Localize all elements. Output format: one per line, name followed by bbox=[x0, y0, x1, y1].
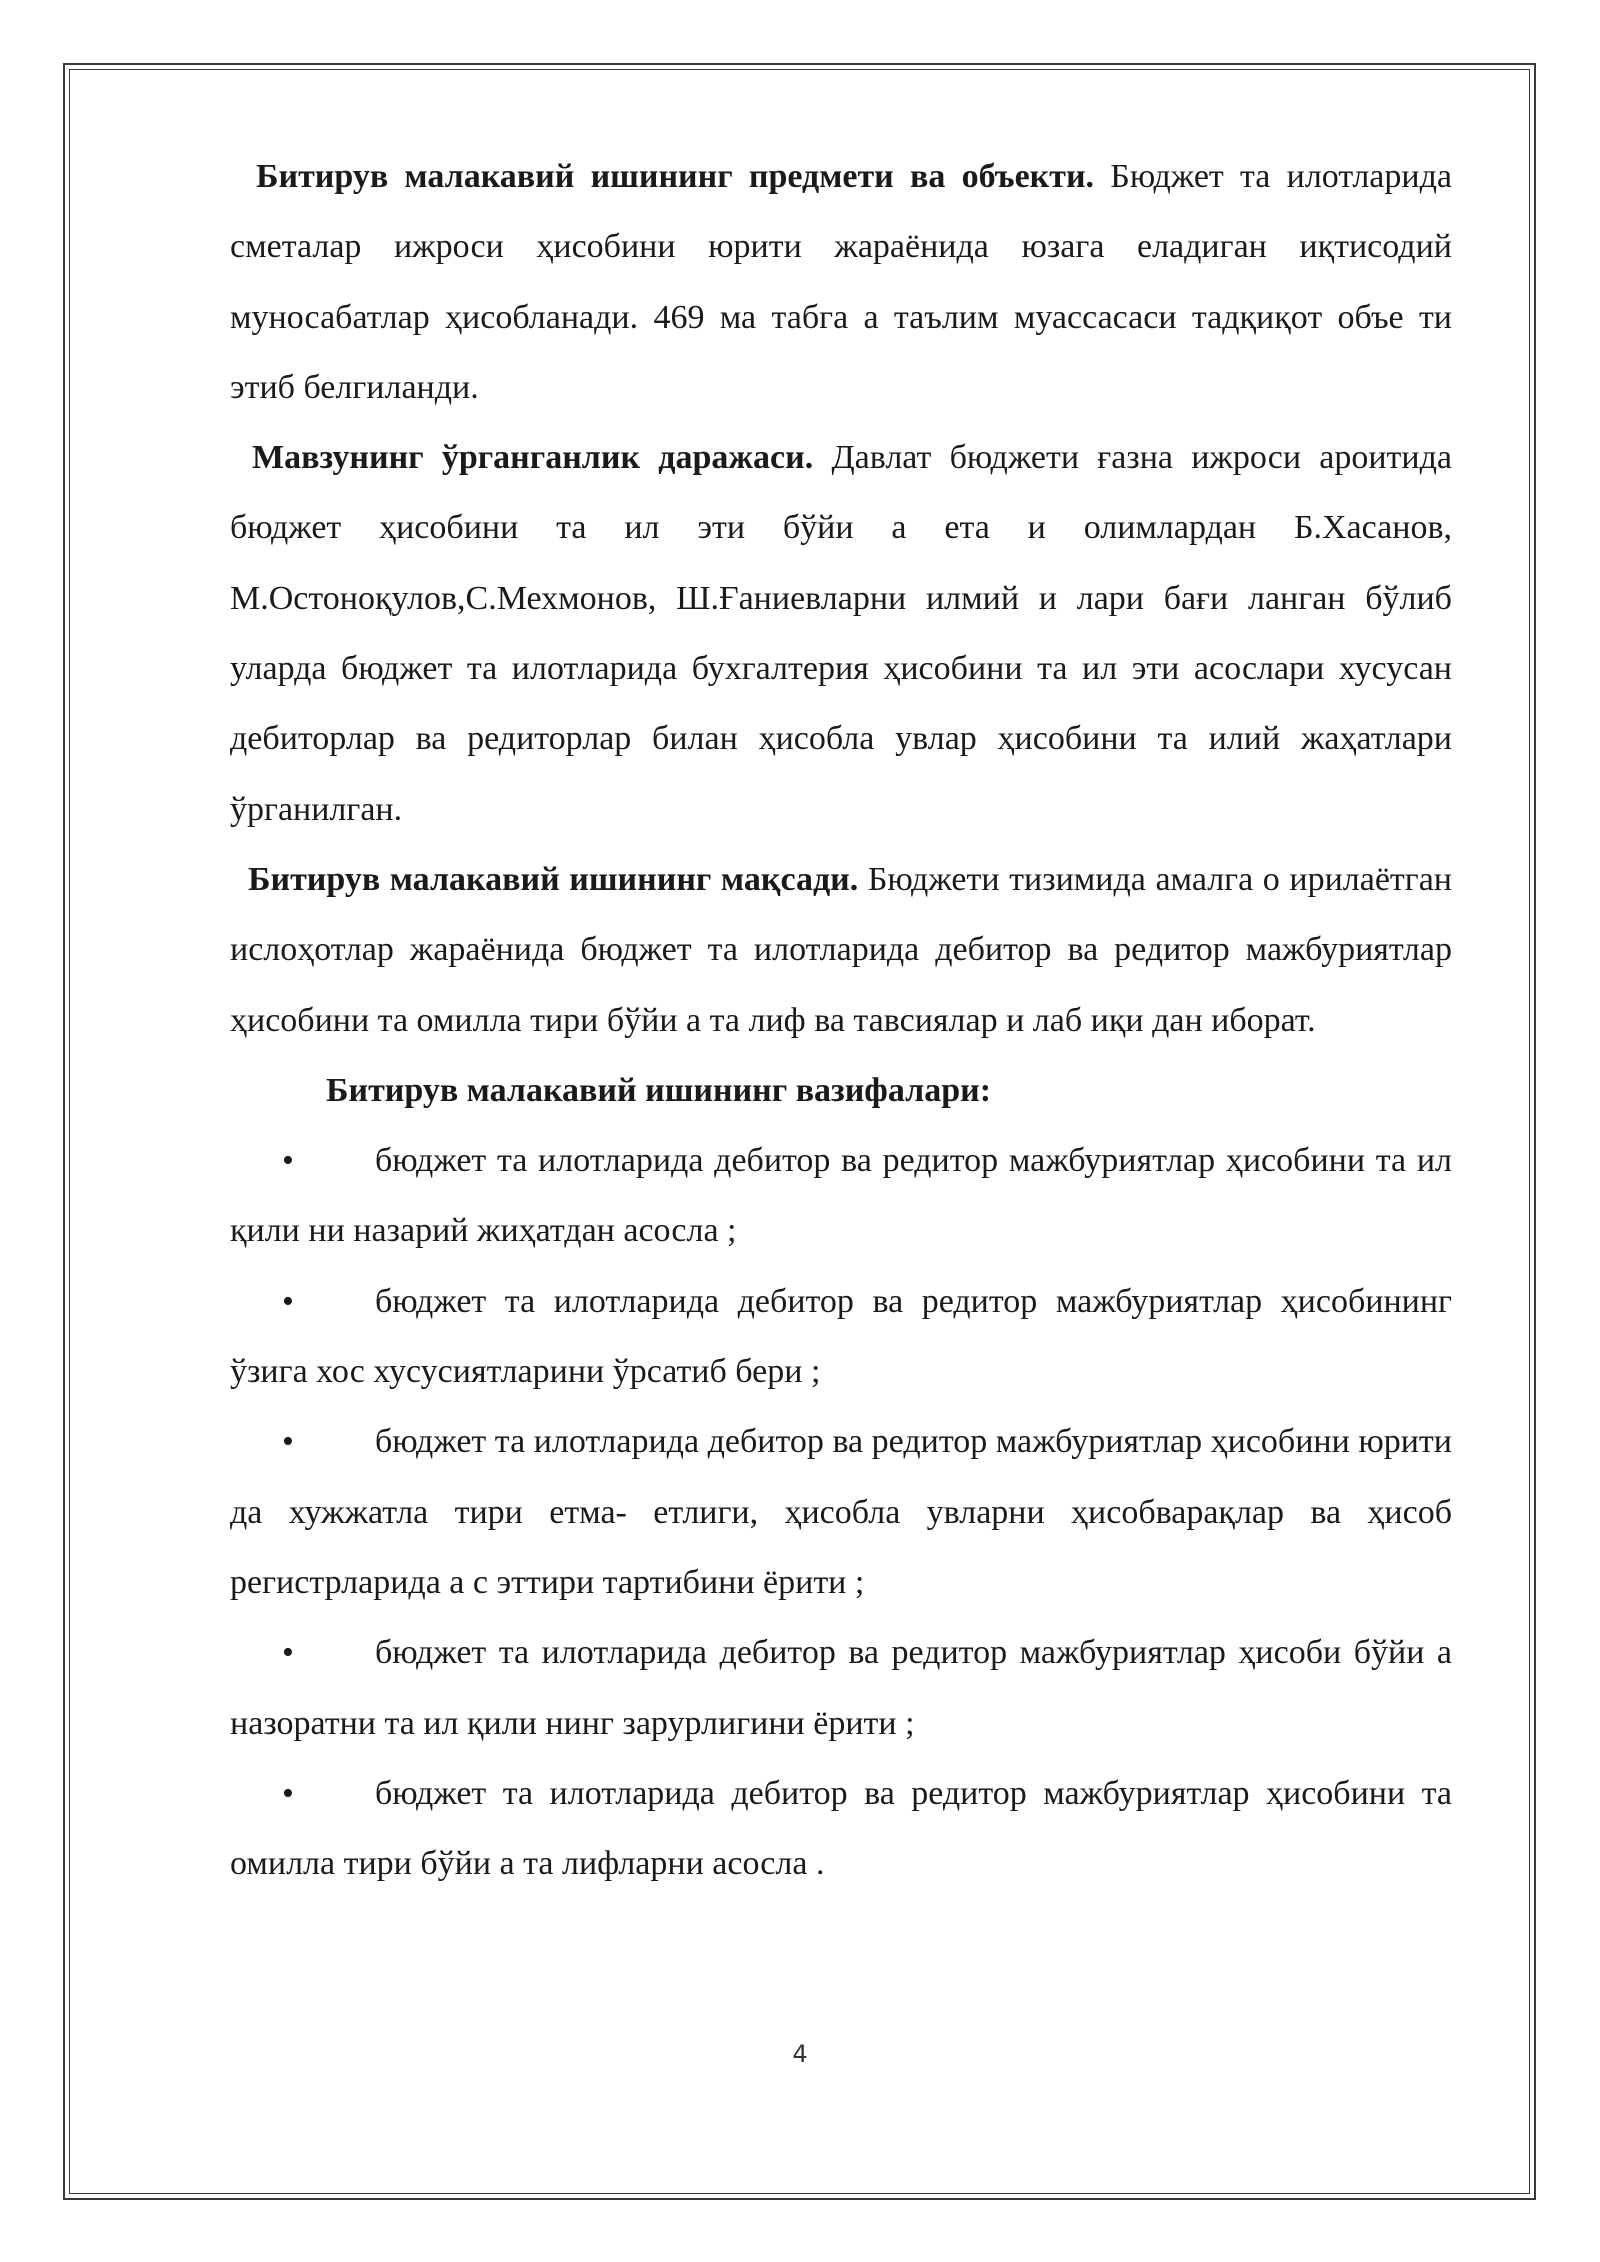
paragraph-study-level bbox=[230, 423, 1452, 845]
paragraph-subject-object bbox=[230, 142, 1452, 423]
list-item-text: бюджет та илотларида дебитор ва редитор мажбуриятлар ҳисобини юрити да хужжатла тири етма- етлиги, ҳисобла увларни ҳисобварақлар ва ҳисоб регистрларида а с эттири тартибини ёрити ; bbox=[230, 1423, 1452, 1601]
paragraph-purpose bbox=[230, 845, 1452, 1056]
list-item bbox=[230, 1126, 1452, 1267]
bullet-icon: • bbox=[282, 1282, 294, 1320]
list-item bbox=[230, 1618, 1452, 1759]
paragraph-heading: Битирув малакавий ишининг предмети ва объекти. bbox=[256, 158, 1095, 195]
paragraph-heading: Битирув малакавий ишининг мақсади. bbox=[248, 860, 859, 898]
list-item bbox=[230, 1759, 1452, 1900]
list-item-text: бюджет та илотларида дебитор ва редитор мажбуриятлар ҳисоби бўйи а назоратни та ил қили нинг зарурлигини ёрити ; bbox=[230, 1634, 1452, 1742]
bullet-icon: • bbox=[282, 1423, 294, 1461]
document-body bbox=[230, 142, 1452, 1899]
paragraph-text: Бюджет та илотларида сметалар ижроси ҳисобини юрити жараёнида юзага еладиган иқтисодий муносабатлар ҳисобланади. 469 ма табга а таълим муассасаси тадқиқот объе ти этиб белгиланди. bbox=[230, 158, 1452, 406]
list-item bbox=[230, 1267, 1452, 1408]
list-item-text: бюджет та илотларида дебитор ва редитор мажбуриятлар ҳисобининг ўзига хос хусусиятларини ўрсатиб бери ; bbox=[230, 1282, 1452, 1391]
list-item bbox=[230, 1407, 1452, 1618]
bullet-icon: • bbox=[282, 1634, 294, 1672]
tasks-heading: Битирув малакавий ишининг вазифалари: bbox=[326, 1071, 992, 1109]
paragraph-text: Давлат бюджети ғазна ижроси ароитида бюджет ҳисобини та ил эти бўйи а ета и олимлардан Б.Хасанов, М.Остоноқулов,С.Мехмонов, Ш.Ғаниевларни илмий и лари бағи ланган бўлиб уларда бюджет та илотларида бухгалтерия ҳисобини та ил эти асослари хусусан дебиторлар ва редиторлар билан ҳисобла увлар ҳисобини та илий жаҳатлари ўрганилган. bbox=[230, 439, 1452, 828]
bullet-icon: • bbox=[282, 1142, 294, 1180]
paragraph-text: Бюджети тизимида амалга о ирилаётган ислоҳотлар жараёнида бюджет та илотларида дебитор ва редитор мажбуриятлар ҳисобини та омилла тири бўйи а та лиф ва тавсиялар и лаб иқи дан иборат. bbox=[230, 860, 1452, 1039]
page-number: 4 bbox=[792, 2040, 808, 2068]
list-item-text: бюджет та илотларида дебитор ва редитор мажбуриятлар ҳисобини та ил қили ни назарий жиҳатдан асосла ; bbox=[230, 1142, 1452, 1250]
paragraph-heading: Мавзунинг ўрганганлик даражаси. bbox=[252, 439, 814, 477]
list-item-text: бюджет та илотларида дебитор ва редитор мажбуриятлар ҳисобини та омилла тири бўйи а та лифларни асосла . bbox=[230, 1774, 1452, 1883]
bullet-icon: • bbox=[282, 1774, 294, 1812]
